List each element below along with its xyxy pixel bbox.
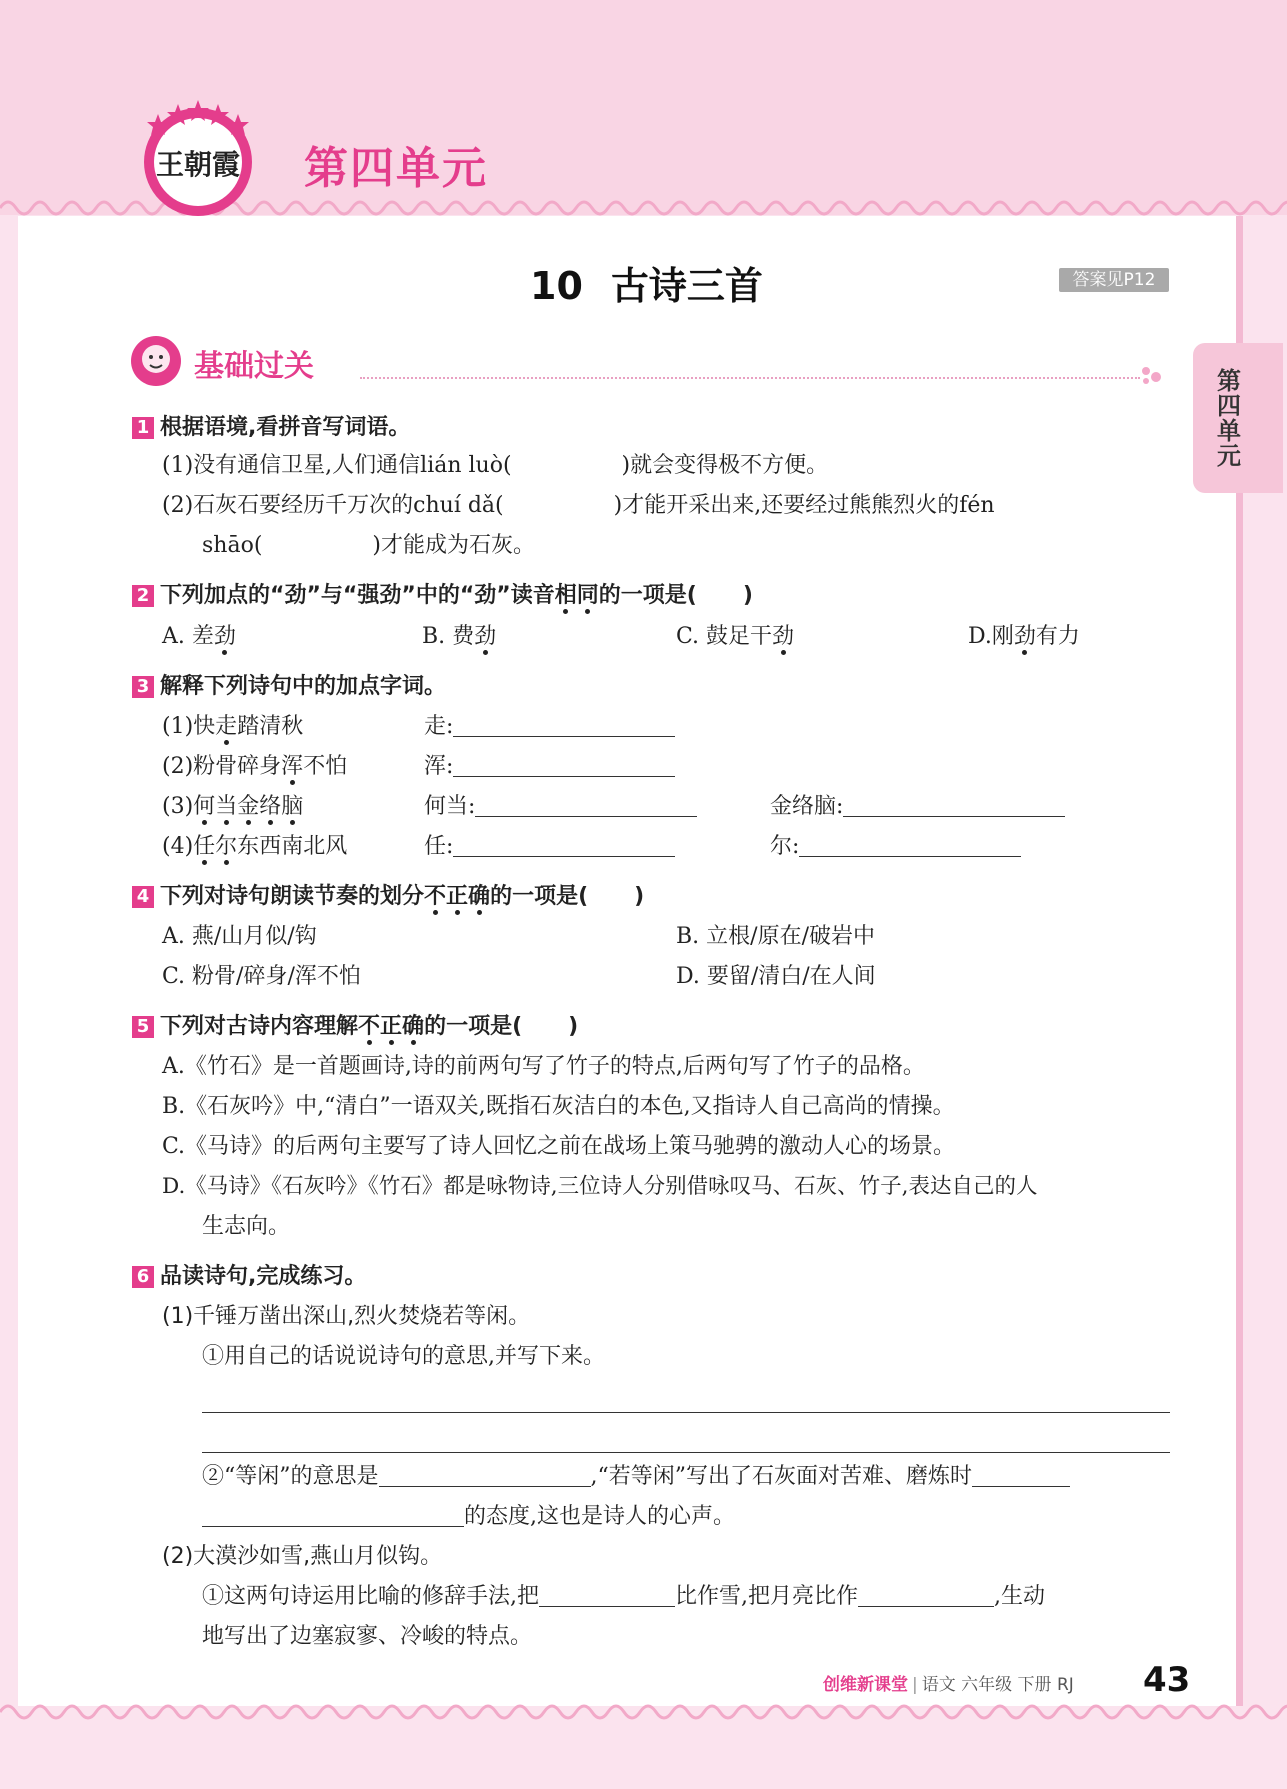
q6-p1-answer-line-2[interactable] (202, 1452, 1170, 1453)
q2-opt-d-text: D.刚 (968, 624, 1014, 649)
question-2-stem (132, 581, 753, 611)
q3-r3-emph-4: 络 (259, 794, 282, 819)
q3-r2-post: 不怕 (303, 754, 348, 779)
q2-opt-c-emph: 劲 (772, 624, 795, 649)
q2-option-b (422, 622, 496, 652)
q3-row-1-answer (424, 712, 675, 742)
q4-stem-a: 下列对诗句朗读节奏的划分 (160, 884, 425, 909)
q2-stem-emph-2: 同 (576, 583, 599, 608)
q3-row-2-answer (424, 752, 675, 782)
q6-p1-q2-blank-1[interactable] (379, 1462, 591, 1487)
section-label: 基础过关 (194, 349, 314, 384)
q3-row-4-phrase (162, 832, 347, 862)
question-1-number: 1 (132, 417, 154, 439)
q2-opt-b-text: B. 费 (422, 624, 475, 649)
q6-p2-q1-text-c: ,生动 (994, 1584, 1045, 1609)
q2-opt-a-text: A. 差 (162, 624, 214, 649)
section-divider (360, 377, 1140, 379)
q6-p1-q2-text-c: 的态度,这也是诗人的心声。 (464, 1504, 735, 1529)
question-1-line-3 (202, 531, 535, 561)
q2-option-d (968, 622, 1080, 652)
q4-stem-emph-3: 确 (468, 884, 491, 909)
q3-r3-emph-3: 金 (237, 794, 260, 819)
question-5-stem (132, 1012, 578, 1042)
q3-r4-post: 东西南北风 (237, 834, 348, 859)
wavy-border-bottom (0, 1700, 1287, 1724)
q2-opt-b-emph: 劲 (474, 624, 497, 649)
q1-l1-text-a: (1)没有通信卫星,人们通信lián luò( (162, 453, 512, 478)
q3-r4-blank-2[interactable] (799, 832, 1021, 857)
unit-title: 第四单元 (304, 143, 488, 194)
q2-option-a (162, 622, 236, 652)
footer-separator: | (912, 1675, 918, 1695)
decorative-dots-icon (1140, 365, 1166, 385)
q3-r1-label: 走: (424, 714, 454, 739)
question-3-number: 3 (132, 676, 154, 698)
q5-option-a: A.《竹石》是一首题画诗,诗的前两句写了竹子的特点,后两句写了竹子的品格。 (162, 1054, 925, 1079)
q2-opt-d-emph: 劲 (1013, 624, 1036, 649)
q3-r3-emph-5: 脑 (281, 794, 304, 819)
q3-r3-pre: (3) (162, 794, 194, 819)
brand-logo-badge (138, 100, 258, 220)
q6-p1-q2-text-b: ,“若等闲”写出了石灰面对苦难、磨炼时 (590, 1464, 972, 1489)
q6-p1-q2-text-a: ②“等闲”的意思是 (202, 1464, 379, 1489)
q3-r4-label-1: 任: (424, 834, 454, 859)
question-6-text: 品读诗句,完成练习。 (160, 1264, 367, 1289)
q3-r2-emph: 浑 (281, 754, 304, 779)
q3-r3-emph-1: 何 (193, 794, 216, 819)
question-1-text: 根据语境,看拼音写词语。 (160, 415, 411, 440)
footer-brand: 创维新课堂 (823, 1675, 908, 1695)
lesson-name: 古诗三首 (610, 264, 763, 308)
q5-stem-emph-2: 正 (380, 1014, 403, 1039)
q3-row-3-answer-1 (424, 792, 697, 822)
q3-r1-emph: 走 (215, 714, 238, 739)
q4-option-d: D. 要留/清白/在人间 (676, 964, 876, 989)
q5-option-d-line-1: D.《马诗》《石灰吟》《竹石》都是咏物诗,三位诗人分别借咏叹马、石灰、竹子,表达自己的人 (162, 1174, 1038, 1199)
q3-r4-label-2: 尔: (770, 834, 800, 859)
q3-row-3-phrase (162, 792, 303, 822)
question-2-number: 2 (132, 585, 154, 607)
q3-row-2-phrase (162, 752, 347, 782)
question-4-number: 4 (132, 886, 154, 908)
q3-r4-emph-1: 任 (193, 834, 216, 859)
q6-p1-q2-blank-2[interactable] (972, 1462, 1070, 1487)
q5-option-d-line-2: 生志向。 (202, 1214, 291, 1239)
q6-p2-question-1-line-2: 地写出了边塞寂寥、冷峻的特点。 (202, 1624, 533, 1649)
q2-opt-d-post: 有力 (1035, 624, 1080, 649)
q3-r4-pre: (4) (162, 834, 194, 859)
q4-option-b: B. 立根/原在/破岩中 (676, 924, 875, 949)
q4-stem-c: ) (634, 884, 645, 909)
logo-text: 王朝霞 (155, 148, 241, 181)
q6-p1-question-2-line-1 (202, 1462, 1070, 1492)
q3-r3-emph-2: 当 (215, 794, 238, 819)
q1-l1-text-b: )就会变得极不方便。 (621, 453, 829, 478)
q4-option-a: A. 燕/山月似/钩 (162, 924, 317, 949)
question-4-stem (132, 882, 644, 912)
q6-p2-q1-blank-1[interactable] (539, 1582, 675, 1607)
q3-r2-blank[interactable] (453, 752, 675, 777)
q1-l2-text-a: (2)石灰石要经历千万次的chuí dǎ( (162, 493, 504, 518)
question-6-stem (132, 1262, 366, 1292)
question-5-number: 5 (132, 1016, 154, 1038)
answer-reference-badge: 答案见P12 (1059, 268, 1169, 292)
q3-r1-blank[interactable] (453, 712, 675, 737)
side-unit-tab-label: 第四单元 (1212, 368, 1241, 468)
q1-l3-text-b: )才能成为石灰。 (372, 533, 535, 558)
q3-row-3-answer-2 (770, 792, 1065, 822)
q6-p1-answer-line-1[interactable] (202, 1412, 1170, 1413)
q5-stem-b: 的一项是( (424, 1014, 523, 1039)
q6-poem-2: (2)大漠沙如雪,燕山月似钩。 (162, 1544, 443, 1569)
lesson-number: 10 (530, 264, 583, 308)
q3-r1-pre: (1)快 (162, 714, 216, 739)
q2-opt-c-text: C. 鼓足干 (676, 624, 773, 649)
question-1-line-1 (162, 451, 828, 481)
q3-r3-label-1: 何当: (424, 794, 476, 819)
q3-row-4-answer-1 (424, 832, 675, 862)
q3-r4-emph-2: 尔 (215, 834, 238, 859)
page-number: 43 (1143, 1660, 1191, 1700)
q4-stem-b: 的一项是( (490, 884, 589, 909)
section-avatar-icon (130, 335, 182, 387)
q3-r2-pre: (2)粉骨碎身 (162, 754, 282, 779)
page-footer (823, 1670, 1074, 1695)
q3-r3-label-2: 金络脑: (770, 794, 844, 819)
q6-p2-q1-text-a: ①这两句诗运用比喻的修辞手法,把 (202, 1584, 539, 1609)
q2-option-c (676, 622, 794, 652)
q6-p2-q1-blank-2[interactable] (858, 1582, 994, 1607)
q6-p1-question-1: ①用自己的话说说诗句的意思,并写下来。 (202, 1344, 605, 1369)
side-unit-tab (1193, 343, 1283, 493)
q6-p2-question-1-line-1 (202, 1582, 1045, 1612)
q5-option-c: C.《马诗》的后两句主要写了诗人回忆之前在战场上策马驰骋的激动人心的场景。 (162, 1134, 956, 1159)
q4-stem-emph-1: 不 (424, 884, 447, 909)
q1-l3-text-a: shāo( (202, 533, 263, 558)
q6-poem-1: (1)千锤万凿出深山,烈火焚烧若等闲。 (162, 1304, 531, 1329)
q3-row-4-answer-2 (770, 832, 1021, 862)
q3-r4-blank-1[interactable] (453, 832, 675, 857)
q3-r1-post: 踏清秋 (237, 714, 304, 739)
section-header (130, 335, 1170, 385)
q2-opt-a-emph: 劲 (213, 624, 236, 649)
footer-book-info: 语文 六年级 下册 RJ (921, 1675, 1074, 1695)
question-1-line-2 (162, 491, 995, 521)
q3-r3-blank-1[interactable] (475, 792, 697, 817)
q2-stem-emph-1: 相 (554, 583, 577, 608)
q6-p1-question-2-line-2 (202, 1502, 735, 1532)
question-6-number: 6 (132, 1266, 154, 1288)
question-1-stem (132, 413, 410, 443)
question-3-text: 解释下列诗句中的加点字词。 (160, 674, 447, 699)
q2-stem-b: 的一项是( (598, 583, 697, 608)
q6-p2-q1-text-b: 比作雪,把月亮比作 (675, 1584, 858, 1609)
q6-p1-q2-blank-3[interactable] (202, 1502, 464, 1527)
q3-r3-blank-2[interactable] (843, 792, 1065, 817)
q4-option-c: C. 粉骨/碎身/浑不怕 (162, 964, 361, 989)
q4-stem-emph-2: 正 (446, 884, 469, 909)
q2-stem-a: 下列加点的“劲”与“强劲”中的“劲”读音 (160, 583, 555, 608)
q5-stem-c: ) (568, 1014, 579, 1039)
q2-stem-c: ) (742, 583, 753, 608)
q3-row-1-phrase (162, 712, 303, 742)
q5-option-b: B.《石灰吟》中,“清白”一语双关,既指石灰洁白的本色,又指诗人自己高尚的情操。 (162, 1094, 955, 1119)
lesson-title (530, 255, 763, 310)
q1-l2-text-b: )才能开采出来,还要经过熊熊烈火的fén (613, 493, 995, 518)
question-3-stem (132, 672, 446, 702)
q3-r2-label: 浑: (424, 754, 454, 779)
q5-stem-emph-3: 确 (402, 1014, 425, 1039)
q5-stem-a: 下列对古诗内容理解 (160, 1014, 359, 1039)
q5-stem-emph-1: 不 (358, 1014, 381, 1039)
